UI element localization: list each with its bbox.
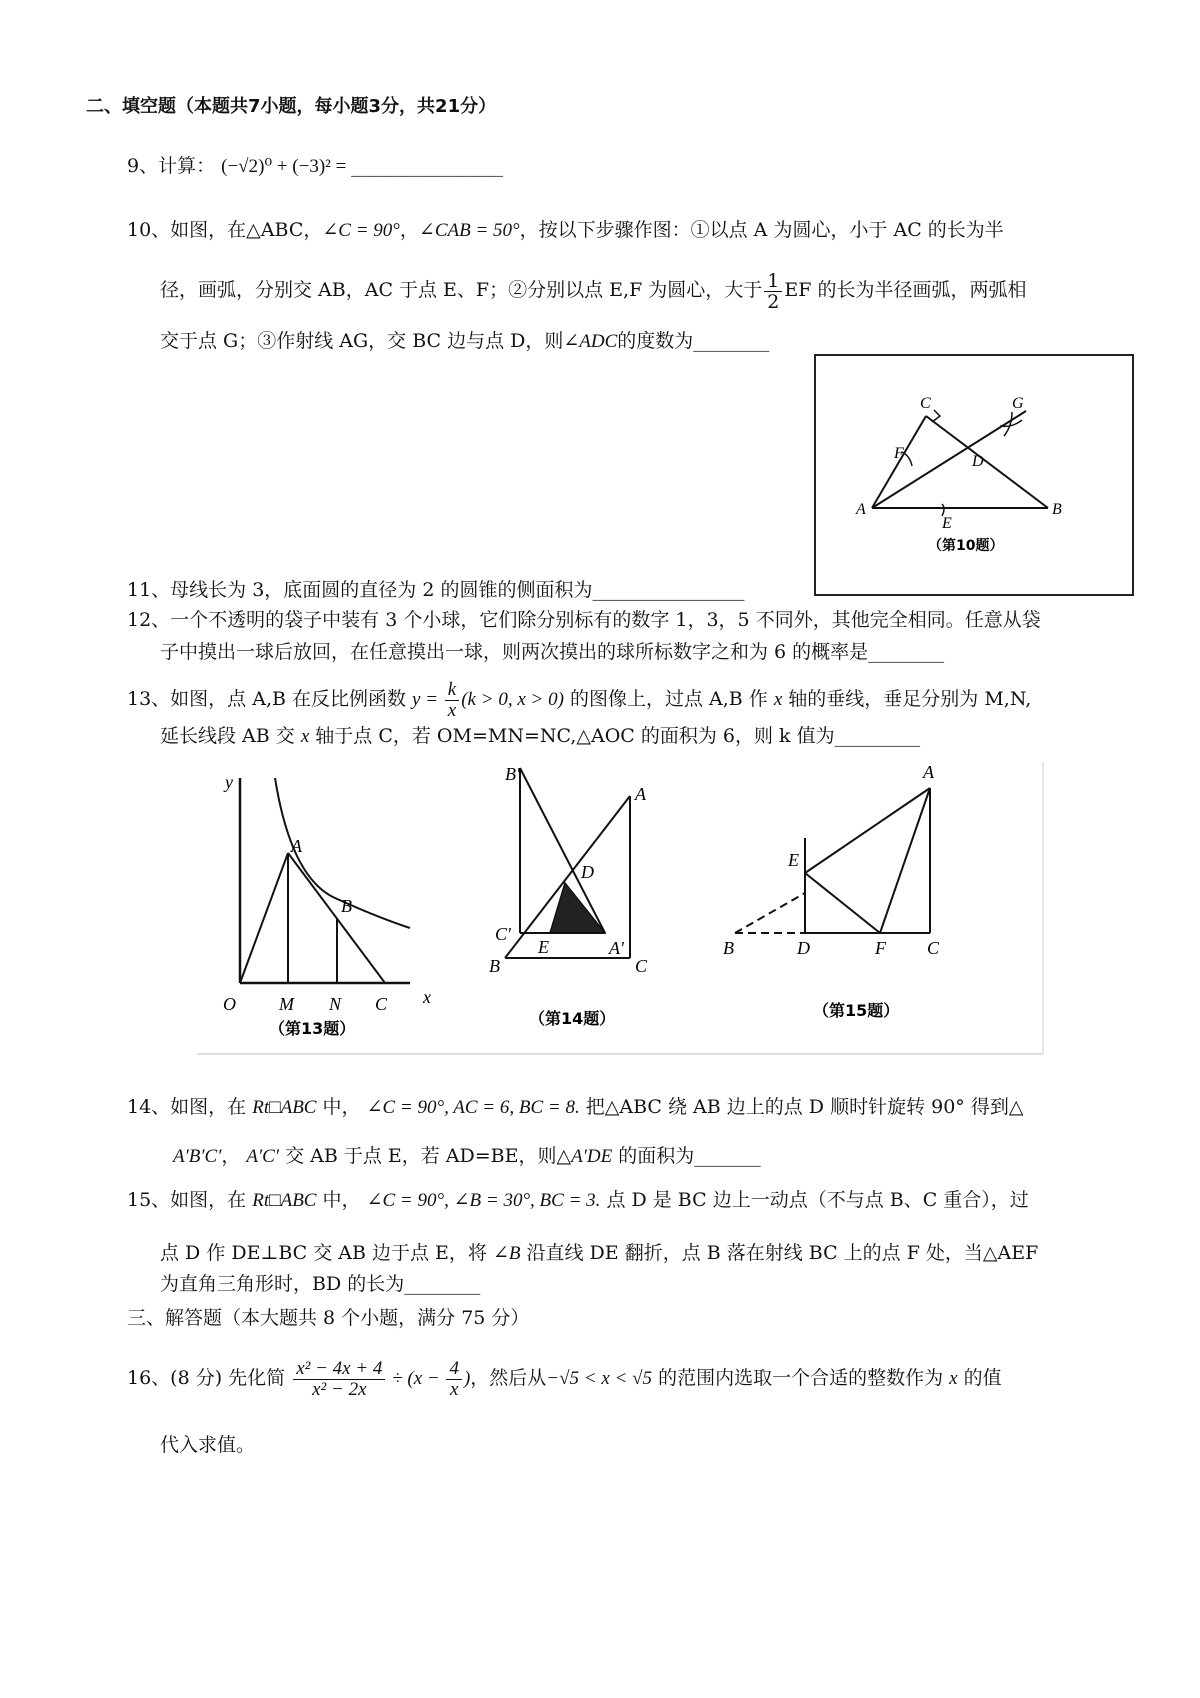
- q14-rt-abc: Rt□ABC: [252, 1097, 317, 1118]
- figure-14: [489, 764, 648, 1028]
- fig13-label-y: y: [225, 772, 233, 792]
- q13-line2b: 轴于点 C，若 OM=MN=NC,△AOC 的面积为 6，则 k 值为_________: [315, 725, 921, 747]
- q16-fraction-1: [293, 1359, 385, 1400]
- figure-10: [814, 354, 1134, 596]
- fig13-line-oa: [240, 853, 288, 983]
- q14-line1c: 把△ABC 绕 AB 边上的点 D 顺时针旋转 90° 得到△: [585, 1096, 1024, 1118]
- q13-line2a: 延长线段 AB 交: [160, 725, 295, 747]
- question-12-line2: 子中摸出一球后放回，在任意摸出一球，则两次摸出的球所标数字之和为 6 的概率是________: [160, 641, 945, 663]
- fig10-label-d: D: [972, 453, 984, 470]
- fig13-label-n: N: [329, 994, 342, 1014]
- fig15-label-c: C: [927, 938, 940, 958]
- fig10-label-g: G: [1012, 395, 1024, 412]
- q16-line1c: 的范围内选取一个合适的整数作为: [658, 1367, 944, 1389]
- q10-line1b: ，按以下步骤作图：①以点 A 为圆心，小于 AC 的长为半: [519, 219, 1004, 241]
- q13-line1a: 13、如图，点 A,B 在反比例函数: [127, 688, 406, 710]
- q10-angle-adc: ∠ADC: [563, 331, 618, 352]
- q15-line1b: 中，: [322, 1189, 361, 1211]
- figure-10-svg: [816, 356, 1132, 594]
- fig14-label-ap: A': [609, 938, 624, 958]
- fig14-label-b: B: [489, 956, 500, 976]
- fig13-label-c: C: [375, 994, 388, 1014]
- q13-x-var: x: [773, 689, 783, 710]
- q16-close: ): [463, 1368, 471, 1389]
- q16-x-var: x: [949, 1368, 958, 1389]
- question-10-line1: [127, 217, 1004, 244]
- q13-line1b: 的图像上，过点 A,B 作: [569, 688, 768, 710]
- q10-angle-cab: ∠CAB = 50°: [418, 220, 520, 241]
- fig14-label-e: E: [538, 937, 549, 957]
- question-15-line1: [127, 1187, 1029, 1214]
- q14-line2d: 交 AB 于点 E，若 AD=BE，则△: [285, 1145, 572, 1167]
- q15-line1c: 点 D 是 BC 边上一动点（不与点 B、C 重合），过: [606, 1189, 1029, 1211]
- fig15-label-e: E: [788, 850, 799, 870]
- fig13-label-o: O: [223, 994, 236, 1014]
- q14-line1b: 中，: [322, 1096, 361, 1118]
- q13-fraction: [445, 680, 459, 721]
- q9-blank: ________________: [351, 155, 504, 177]
- question-12-line1: 12、一个不透明的袋子中装有 3 个小球，它们除分别标有的数字 1，3，5 不同外，其他完全相同。任意从袋: [127, 609, 1041, 631]
- q13-func-cond: (k > 0, x > 0): [461, 689, 564, 710]
- fig15-label-f: F: [875, 938, 886, 958]
- fig14-label-a: A: [635, 784, 646, 804]
- fig10-label-e: E: [942, 515, 952, 532]
- q16-line1b: ，然后从: [470, 1367, 547, 1389]
- q10-angle-c: ∠C = 90°: [322, 220, 400, 241]
- fig10-side-ac: [872, 416, 926, 508]
- fig10-right-angle: [932, 410, 940, 422]
- fig15-label-a: A: [923, 762, 934, 782]
- fig15-line-be-dashed: [735, 893, 805, 933]
- q14-triangle-ade: A′DE: [571, 1146, 613, 1167]
- q14-line1a: 14、如图，在: [127, 1096, 247, 1118]
- fig13-label-a: A: [291, 836, 302, 856]
- q15-line1a: 15、如图，在: [127, 1189, 247, 1211]
- q16-frac1-num: x² − 4x + 4: [293, 1359, 385, 1380]
- q16-frac2-num: 4: [446, 1359, 462, 1380]
- fig13-label-m: M: [279, 994, 294, 1014]
- q16-range: −√5 < x < √5: [546, 1368, 653, 1389]
- question-10-line2: [160, 268, 1026, 312]
- q14-line2b: ，: [221, 1145, 241, 1167]
- q13-frac-den: x: [447, 699, 457, 721]
- fig14-caption: （第14题）: [529, 1009, 616, 1028]
- fig15-line-af: [880, 788, 930, 933]
- q16-fraction-2: [446, 1359, 462, 1400]
- q10-line3b: 的度数为________: [617, 330, 770, 352]
- figures-13-14-15: [195, 758, 1045, 1058]
- q10-frac-num: 1: [764, 271, 782, 292]
- fig10-label-b: B: [1052, 501, 1062, 518]
- figure-13: [223, 772, 431, 1038]
- q13-x-var-2: x: [300, 726, 310, 747]
- section3-title: 三、解答题（本大题共 8 个小题，满分 75 分）: [127, 1307, 530, 1329]
- fig14-label-cp: C': [495, 924, 511, 944]
- question-16-line2: 代入求值。: [160, 1434, 256, 1456]
- q16-div: ÷ (x −: [387, 1368, 445, 1389]
- fig10-label-a: A: [856, 501, 866, 518]
- q14-line2f: 的面积为_______: [618, 1145, 761, 1167]
- fig10-label-c: C: [920, 395, 931, 412]
- q10-sep1: ，: [399, 219, 419, 241]
- q16-frac2-den: x: [449, 1378, 459, 1400]
- fig15-label-b: B: [723, 938, 734, 958]
- question-10-line3: [160, 328, 769, 355]
- q14-conditions: ∠C = 90°, AC = 6, BC = 8.: [366, 1097, 580, 1118]
- question-11: 11、母线长为 3，底面圆的直径为 2 的圆锥的侧面积为________________: [127, 579, 745, 601]
- fig14-label-d: D: [581, 862, 594, 882]
- q10-frac-den: 2: [767, 290, 780, 313]
- question-13-line1: [127, 674, 1031, 725]
- q10-line2a: 径，画弧，分别交 AB，AC 于点 E、F；②分别以点 E,F 为圆心，大于: [160, 279, 763, 301]
- fig15-line-ea: [805, 788, 930, 873]
- q15-line2a: 点 D 作 DE⊥BC 交 AB 边于点 E，将: [160, 1242, 487, 1264]
- q13-line1c: 轴的垂线，垂足分别为 M,N,: [788, 688, 1032, 710]
- fig13-label-b: B: [341, 896, 352, 916]
- q13-frac-num: k: [445, 680, 459, 701]
- fig14-label-c: C: [635, 956, 648, 976]
- q16-frac1-den: x² − 2x: [312, 1378, 367, 1400]
- q15-angle-b: ∠B: [492, 1243, 521, 1264]
- q15-line2b: 沿直线 DE 翻折，点 B 落在射线 BC 上的点 F 处，当△AEF: [526, 1242, 1039, 1264]
- q16-line1a: 16、(8 分) 先化简: [127, 1367, 286, 1389]
- fig15-label-d: D: [797, 938, 810, 958]
- question-16-line1: [127, 1350, 1002, 1407]
- figure-15: [723, 762, 940, 1020]
- fig13-caption: （第13题）: [269, 1019, 356, 1038]
- q14-segment-prime: A′C′: [246, 1146, 280, 1167]
- q10-line2b: EF 的长为半径画弧，两弧相: [784, 279, 1027, 301]
- question-14-line2: [173, 1143, 761, 1170]
- q9-expr: (−√2)⁰ + (−3)² =: [221, 156, 352, 177]
- question-9: [127, 153, 503, 180]
- q10-line3a: 交于点 G；③作射线 AG，交 BC 边与点 D，则: [160, 330, 564, 352]
- fig15-caption: （第15题）: [813, 1001, 900, 1020]
- fig10-label-f: F: [894, 445, 904, 462]
- q10-line1a: 10、如图，在△ABC，: [127, 219, 323, 241]
- question-14-line1: [127, 1094, 1023, 1121]
- question-15-line2: [160, 1240, 1038, 1267]
- q15-conditions: ∠C = 90°, ∠B = 30°, BC = 3.: [366, 1190, 601, 1211]
- question-13-line2: [160, 723, 920, 750]
- fig15-line-ef: [805, 873, 880, 933]
- q9-text: 9、计算：: [127, 155, 216, 177]
- q14-triangle-prime: A′B′C′: [173, 1146, 222, 1167]
- section2-title: 二、填空题（本题共7小题，每小题3分，共21分）: [86, 96, 497, 117]
- q16-line1d: 的值: [963, 1367, 1002, 1389]
- q15-rt-abc: Rt□ABC: [252, 1190, 317, 1211]
- q10-fraction: [764, 271, 782, 312]
- fig14-label-bp: B': [505, 764, 520, 784]
- fig10-caption: （第10题）: [928, 538, 1004, 554]
- fig13-label-x: x: [423, 987, 431, 1007]
- question-15-line3: 为直角三角形时，BD 的长为________: [160, 1273, 481, 1295]
- q13-func-lhs: y =: [412, 689, 443, 710]
